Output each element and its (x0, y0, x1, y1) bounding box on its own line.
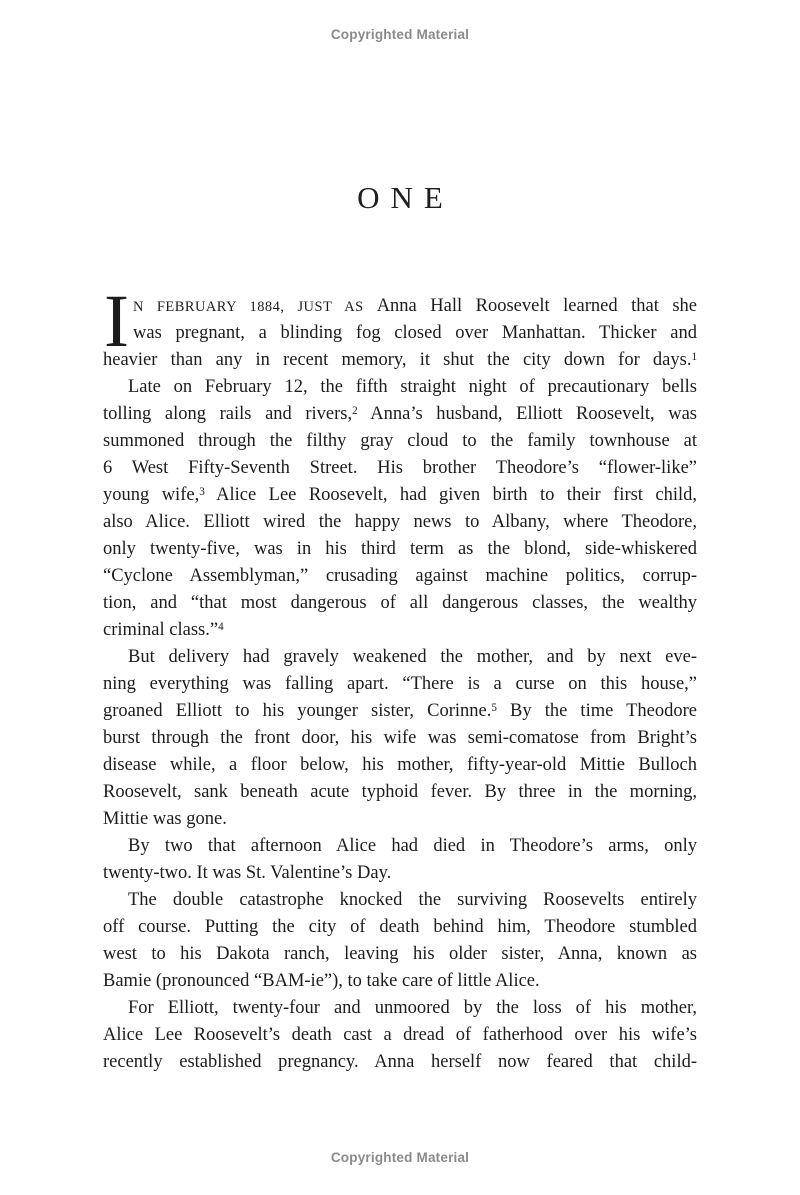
footnote-reference: 4 (218, 621, 224, 634)
text-segment: But delivery had gravely weakened the mother, and by next eve- (128, 647, 697, 667)
text-segment: twenty-two. It was St. Valentine’s Day. (103, 863, 392, 883)
text-segment: Bamie (pronounced “BAM-ie”), to take care of little Alice. (103, 971, 540, 991)
text-line (103, 644, 697, 671)
text-line (103, 482, 697, 509)
drop-cap: I (104, 280, 129, 363)
footnote-reference: 1 (691, 351, 697, 364)
text-segment: N FEBRUARY 1884, JUST AS (133, 299, 377, 315)
text-line (103, 563, 697, 590)
text-segment: young wife, (103, 485, 200, 505)
text-segment: summoned through the filthy gray cloud to the family townhouse at (103, 431, 697, 451)
text-segment: tion, and “that most dangerous of all dangerous classes, the wealthy (103, 593, 697, 613)
paragraph (103, 374, 697, 644)
text-segment: disease while, a floor below, his mother, fifty-year-old Mittie Bulloch (103, 755, 697, 775)
copyright-watermark-top: Copyrighted Material (330, 27, 470, 42)
text-segment: 6 West Fifty-Seventh Street. His brother Theodore’s “flower-like” (103, 458, 697, 478)
text-line (103, 536, 697, 563)
text-line (133, 293, 697, 320)
text-segment: The double catastrophe knocked the surviving Roosevelts entirely (128, 890, 697, 910)
paragraph (103, 995, 697, 1076)
text-line (103, 968, 697, 995)
paragraph (103, 644, 697, 833)
text-segment: Anna’s husband, Elliott Roosevelt, was (357, 404, 697, 424)
text-segment: heavier than any in recent memory, it shut the city down for days. (103, 350, 692, 370)
text-segment: off course. Putting the city of death behind him, Theodore stumbled (103, 917, 697, 937)
text-line (103, 833, 697, 860)
text-line (103, 590, 697, 617)
text-segment: also Alice. Elliott wired the happy news to Albany, where Theodore, (103, 512, 697, 532)
text-line (103, 428, 697, 455)
text-segment: only twenty-five, was in his third term as the blond, side-whiskered (103, 539, 697, 559)
text-segment: Roosevelt, sank beneath acute typhoid fever. By three in the morning, (103, 782, 697, 802)
text-segment: criminal class.” (103, 620, 219, 640)
text-line (103, 860, 697, 887)
text-segment: Alice Lee Roosevelt, had given birth to their first child, (204, 485, 698, 505)
footnote-reference: 2 (352, 405, 358, 418)
text-segment: Alice Lee Roosevelt’s death cast a dread of fatherhood over his wife’s (103, 1025, 697, 1045)
copyright-watermark-bottom: Copyrighted Material (330, 1150, 470, 1165)
text-line (103, 455, 697, 482)
text-segment: By two that afternoon Alice had died in Theodore’s arms, only (128, 836, 697, 856)
footnote-reference: 3 (199, 486, 205, 499)
text-segment: For Elliott, twenty-four and unmoored by the loss of his mother, (128, 998, 697, 1018)
text-line (133, 320, 697, 347)
text-line (103, 1049, 697, 1076)
text-segment: Late on February 12, the fifth straight night of precautionary bells (128, 377, 697, 397)
text-segment: Mittie was gone. (103, 809, 227, 829)
text-line (103, 698, 697, 725)
text-segment: recently established pregnancy. Anna herself now feared that child- (103, 1052, 697, 1072)
paragraph (103, 887, 697, 995)
text-line (103, 1022, 697, 1049)
text-segment: west to his Dakota ranch, leaving his older sister, Anna, known as (103, 944, 697, 964)
text-line (103, 806, 697, 833)
text-segment: burst through the front door, his wife was semi-comatose from Bright’s (103, 728, 697, 748)
text-line (103, 671, 697, 698)
text-line (103, 374, 697, 401)
text-segment: was pregnant, a blinding fog closed over Manhattan. Thicker and (133, 323, 697, 343)
text-line (103, 779, 697, 806)
text-segment: By the time Theodore (496, 701, 697, 721)
text-segment: Anna Hall Roosevelt learned that she (376, 296, 698, 316)
text-line (103, 401, 697, 428)
paragraph (103, 833, 697, 887)
text-line (103, 509, 697, 536)
text-line (103, 347, 697, 374)
text-line (103, 887, 697, 914)
text-line (103, 941, 697, 968)
text-line (103, 995, 697, 1022)
text-segment: “Cyclone Assemblyman,” crusading against machine politics, corrup- (103, 566, 697, 586)
text-line (103, 617, 697, 644)
text-segment: tolling along rails and rivers, (103, 404, 353, 424)
text-line (103, 914, 697, 941)
text-segment: groaned Elliott to his younger sister, Corinne. (103, 701, 492, 721)
text-segment: ning everything was falling apart. “There is a curse on this house,” (103, 674, 697, 694)
text-line (103, 752, 697, 779)
footnote-reference: 5 (491, 702, 497, 715)
paragraph (103, 280, 698, 374)
body-text (103, 280, 698, 1076)
text-line (103, 725, 697, 752)
chapter-heading: ONE (357, 180, 454, 215)
